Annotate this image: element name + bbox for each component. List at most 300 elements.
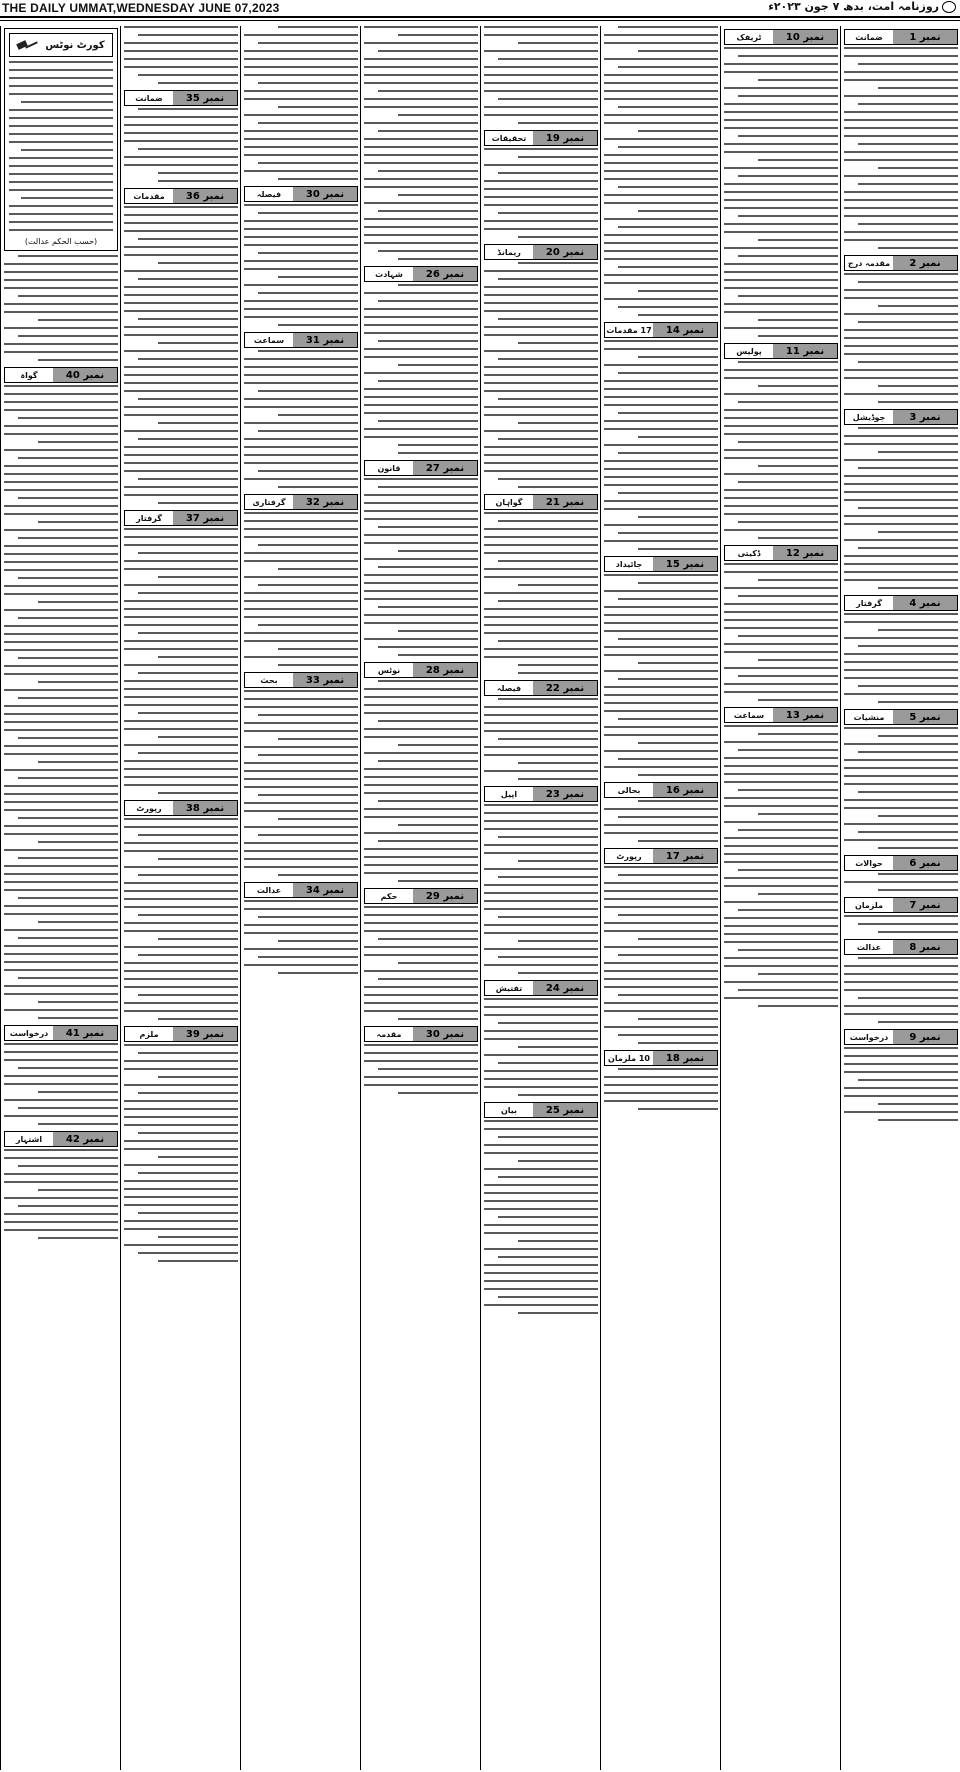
news-item-keyword: رپورٹ xyxy=(125,801,173,815)
text-line xyxy=(484,366,598,368)
text-line xyxy=(244,866,358,868)
text-line xyxy=(364,736,478,738)
text-line xyxy=(498,358,598,360)
news-item-keyword: سماعت xyxy=(725,708,773,722)
text-line xyxy=(724,457,838,459)
text-line xyxy=(878,889,958,891)
text-line xyxy=(844,1055,958,1057)
text-line xyxy=(138,34,238,36)
news-item-keyword: منشیات xyxy=(845,710,893,724)
text-line xyxy=(398,284,478,286)
text-line xyxy=(758,1005,838,1007)
text-line xyxy=(4,425,118,427)
news-item-keyword: قانون xyxy=(365,461,413,475)
text-line xyxy=(604,74,718,76)
text-line xyxy=(364,234,478,236)
text-line xyxy=(758,733,838,735)
text-line xyxy=(604,808,718,810)
text-line xyxy=(124,1148,238,1150)
text-line xyxy=(4,585,118,587)
text-line xyxy=(364,218,478,220)
text-line xyxy=(4,849,118,851)
news-item xyxy=(844,1029,958,1121)
news-item-number: نمبر 35 xyxy=(173,91,237,105)
text-line xyxy=(124,688,238,690)
text-line xyxy=(244,50,358,52)
text-line xyxy=(158,502,238,504)
news-item xyxy=(844,409,958,589)
text-line xyxy=(604,484,718,486)
text-line xyxy=(484,844,598,846)
text-line xyxy=(484,1078,598,1080)
text-line xyxy=(518,262,598,264)
text-line xyxy=(844,499,958,501)
text-line xyxy=(724,877,838,879)
news-item-header xyxy=(124,510,238,526)
text-line xyxy=(604,202,718,204)
news-item xyxy=(364,662,478,882)
text-line xyxy=(18,737,118,739)
text-line xyxy=(758,893,838,895)
text-line xyxy=(9,141,113,143)
news-item-number: نمبر 24 xyxy=(533,981,597,995)
text-line xyxy=(844,231,958,233)
text-line xyxy=(38,921,118,923)
news-item-header xyxy=(484,980,598,996)
text-line xyxy=(244,616,358,618)
text-line xyxy=(244,770,358,772)
news-item xyxy=(844,939,958,1023)
text-line xyxy=(724,587,838,589)
text-line xyxy=(844,571,958,573)
text-line xyxy=(18,817,118,819)
text-line xyxy=(638,356,718,358)
text-line xyxy=(158,262,238,264)
text-line xyxy=(4,809,118,811)
column-7 xyxy=(120,26,241,1770)
text-line xyxy=(398,744,478,746)
text-line xyxy=(878,385,958,387)
text-line xyxy=(158,1156,238,1158)
text-line xyxy=(844,1095,958,1097)
text-line xyxy=(244,446,358,448)
court-notice xyxy=(4,28,118,251)
text-line xyxy=(4,351,118,353)
text-line xyxy=(724,981,838,983)
text-line xyxy=(858,997,958,999)
text-line xyxy=(604,654,718,656)
text-line xyxy=(484,900,598,902)
news-item-number: نمبر 32 xyxy=(293,495,357,509)
text-line xyxy=(158,938,238,940)
text-line xyxy=(498,1176,598,1178)
text-line xyxy=(618,718,718,720)
text-line xyxy=(484,998,598,1000)
news-item-header xyxy=(244,494,358,510)
text-line xyxy=(4,327,118,329)
text-line xyxy=(724,47,838,49)
text-line xyxy=(4,343,118,345)
text-line xyxy=(124,946,238,948)
news-item-header xyxy=(724,545,838,561)
news-item-number: نمبر 12 xyxy=(773,546,837,560)
text-line xyxy=(484,106,598,108)
news-item-keyword: پولیس xyxy=(725,344,773,358)
text-line xyxy=(244,632,358,634)
text-line xyxy=(638,1108,718,1110)
text-line xyxy=(758,239,838,241)
text-line xyxy=(4,1009,118,1011)
news-item-number: نمبر 36 xyxy=(173,189,237,203)
text-line xyxy=(618,532,718,534)
text-line xyxy=(138,834,238,836)
text-line xyxy=(844,563,958,565)
text-line xyxy=(878,735,958,737)
text-line xyxy=(258,212,358,214)
text-line xyxy=(364,752,478,754)
text-line xyxy=(364,1044,478,1046)
text-line xyxy=(4,969,118,971)
news-item-header xyxy=(844,1029,958,1045)
text-line xyxy=(604,978,718,980)
news-item xyxy=(844,29,958,249)
news-item-header xyxy=(844,897,958,913)
news-item xyxy=(4,255,118,361)
text-line xyxy=(258,350,358,352)
text-line xyxy=(258,714,358,716)
text-line xyxy=(844,539,958,541)
text-line xyxy=(724,263,838,265)
text-line xyxy=(4,311,118,313)
news-item-header xyxy=(604,848,718,864)
text-line xyxy=(124,254,238,256)
text-line xyxy=(618,266,718,268)
text-line xyxy=(844,273,958,275)
gavel-icon xyxy=(17,40,39,50)
news-item-header xyxy=(844,595,958,611)
text-line xyxy=(858,923,958,925)
text-line xyxy=(4,1213,118,1215)
text-line xyxy=(484,326,598,328)
news-item-keyword: حکم xyxy=(365,889,413,903)
text-line xyxy=(244,268,358,270)
text-line xyxy=(858,957,958,959)
text-line xyxy=(138,752,238,754)
text-line xyxy=(4,481,118,483)
text-line xyxy=(18,457,118,459)
text-line xyxy=(138,672,238,674)
news-item-number: نمبر 5 xyxy=(893,710,957,724)
text-line xyxy=(138,874,238,876)
text-line xyxy=(124,560,238,562)
text-line xyxy=(244,900,358,902)
text-line xyxy=(18,295,118,297)
text-line xyxy=(124,842,238,844)
text-line xyxy=(258,430,358,432)
text-line xyxy=(738,95,838,97)
news-item-keyword: ضمانت xyxy=(125,91,173,105)
text-line xyxy=(498,478,598,480)
text-line xyxy=(124,124,238,126)
text-line xyxy=(38,521,118,523)
news-item-keyword: 17 مقدمات xyxy=(605,323,653,337)
text-line xyxy=(724,965,838,967)
text-line xyxy=(618,1068,718,1070)
text-line xyxy=(844,1047,958,1049)
text-line xyxy=(158,1018,238,1020)
text-line xyxy=(484,544,598,546)
text-line xyxy=(278,664,358,666)
text-line xyxy=(738,295,838,297)
text-line xyxy=(4,1221,118,1223)
text-line xyxy=(724,627,838,629)
text-line xyxy=(38,1237,118,1239)
text-line xyxy=(4,945,118,947)
text-line xyxy=(484,632,598,634)
text-line xyxy=(484,552,598,554)
text-line xyxy=(378,250,478,252)
text-line xyxy=(484,964,598,966)
text-line xyxy=(604,282,718,284)
text-line xyxy=(604,574,718,576)
text-line xyxy=(724,853,838,855)
text-line xyxy=(844,637,958,639)
text-line xyxy=(724,271,838,273)
text-line xyxy=(124,680,238,682)
text-line xyxy=(724,409,838,411)
text-line xyxy=(518,122,598,124)
text-line xyxy=(604,710,718,712)
text-line xyxy=(484,228,598,230)
text-line xyxy=(398,630,478,632)
text-line xyxy=(124,776,238,778)
text-line xyxy=(604,274,718,276)
text-line xyxy=(364,808,478,810)
text-line xyxy=(18,1107,118,1109)
text-line xyxy=(4,393,118,395)
text-line xyxy=(758,813,838,815)
text-line xyxy=(4,287,118,289)
text-line xyxy=(4,545,118,547)
text-line xyxy=(364,872,478,874)
text-line xyxy=(484,302,598,304)
text-line xyxy=(618,66,718,68)
text-line xyxy=(244,592,358,594)
text-line xyxy=(724,781,838,783)
news-item-header xyxy=(844,255,958,271)
text-line xyxy=(604,428,718,430)
text-line xyxy=(604,194,718,196)
text-line xyxy=(244,810,358,812)
text-line xyxy=(484,1232,598,1234)
text-line xyxy=(124,1180,238,1182)
text-line xyxy=(604,42,718,44)
text-line xyxy=(484,1224,598,1226)
text-line xyxy=(38,841,118,843)
text-line xyxy=(4,769,118,771)
text-line xyxy=(638,130,718,132)
masthead-left: THE DAILY UMMAT,WEDNESDAY JUNE 07,2023 xyxy=(2,1,280,15)
news-item-keyword: عدالت xyxy=(845,940,893,954)
text-line xyxy=(364,226,478,228)
text-line xyxy=(244,454,358,456)
text-line xyxy=(364,494,478,496)
text-line xyxy=(724,725,838,727)
text-line xyxy=(9,213,113,215)
text-line xyxy=(498,698,598,700)
text-line xyxy=(378,646,478,648)
text-line xyxy=(498,58,598,60)
news-item-number: نمبر 19 xyxy=(533,131,597,145)
text-line xyxy=(484,730,598,732)
text-line xyxy=(844,215,958,217)
text-line xyxy=(724,797,838,799)
text-line xyxy=(498,600,598,602)
text-line xyxy=(124,720,238,722)
text-line xyxy=(124,1116,238,1118)
text-line xyxy=(124,50,238,52)
text-line xyxy=(4,985,118,987)
news-item-keyword: رپورٹ xyxy=(605,849,653,863)
text-line xyxy=(844,127,958,129)
text-line xyxy=(738,789,838,791)
text-line xyxy=(244,722,358,724)
text-line xyxy=(604,922,718,924)
text-line xyxy=(484,804,598,806)
news-item-header xyxy=(364,662,478,678)
text-line xyxy=(604,1100,718,1102)
news-item-header xyxy=(244,186,358,202)
news-item xyxy=(364,26,478,260)
text-line xyxy=(724,489,838,491)
text-line xyxy=(18,497,118,499)
news-item xyxy=(484,980,598,1096)
news-item-header xyxy=(124,90,238,106)
text-line xyxy=(364,712,478,714)
text-line xyxy=(244,260,358,262)
text-line xyxy=(484,286,598,288)
text-line xyxy=(378,760,478,762)
text-line xyxy=(604,702,718,704)
text-line xyxy=(604,898,718,900)
text-line xyxy=(378,1068,478,1070)
text-line xyxy=(844,839,958,841)
text-line xyxy=(244,170,358,172)
text-line xyxy=(484,294,598,296)
text-line xyxy=(604,420,718,422)
text-line xyxy=(518,42,598,44)
text-line xyxy=(484,1038,598,1040)
text-line xyxy=(4,1115,118,1117)
news-item-keyword: فیصلہ xyxy=(485,681,533,695)
text-line xyxy=(618,816,718,818)
text-line xyxy=(484,932,598,934)
text-line xyxy=(158,656,238,658)
text-line xyxy=(844,111,958,113)
news-item-header xyxy=(364,888,478,904)
text-line xyxy=(518,672,598,674)
text-line xyxy=(18,617,118,619)
news-item xyxy=(124,188,238,504)
text-line xyxy=(738,869,838,871)
text-line xyxy=(484,1152,598,1154)
text-line xyxy=(738,215,838,217)
text-line xyxy=(738,361,838,363)
text-line xyxy=(38,601,118,603)
text-line xyxy=(484,1120,598,1122)
text-line xyxy=(844,297,958,299)
text-line xyxy=(378,800,478,802)
text-line xyxy=(484,374,598,376)
text-line xyxy=(124,728,238,730)
text-line xyxy=(878,1103,958,1105)
text-line xyxy=(638,1018,718,1020)
text-line xyxy=(498,876,598,878)
text-line xyxy=(4,689,118,691)
text-line xyxy=(124,760,238,762)
text-line xyxy=(364,154,478,156)
text-line xyxy=(484,1070,598,1072)
text-line xyxy=(124,26,238,28)
text-line xyxy=(618,412,718,414)
text-line xyxy=(258,544,358,546)
text-line xyxy=(124,962,238,964)
text-line xyxy=(398,444,478,446)
text-line xyxy=(604,614,718,616)
text-line xyxy=(4,271,118,273)
text-line xyxy=(498,318,598,320)
text-line xyxy=(278,568,358,570)
masthead-rule xyxy=(0,20,960,21)
text-line xyxy=(484,1304,598,1306)
text-line xyxy=(124,922,238,924)
news-item-number: نمبر 41 xyxy=(53,1026,117,1040)
text-line xyxy=(858,751,958,753)
text-line xyxy=(724,505,838,507)
text-line xyxy=(244,640,358,642)
text-line xyxy=(844,191,958,193)
text-line xyxy=(364,574,478,576)
text-line xyxy=(724,199,838,201)
text-line xyxy=(138,108,238,110)
news-item xyxy=(484,26,598,124)
news-item-number: نمبر 1 xyxy=(893,30,957,44)
text-line xyxy=(858,103,958,105)
text-line xyxy=(244,576,358,578)
text-line xyxy=(484,714,598,716)
text-line xyxy=(724,837,838,839)
news-item xyxy=(844,709,958,849)
news-item-header xyxy=(844,939,958,955)
masthead xyxy=(0,0,960,18)
news-item-number: نمبر 2 xyxy=(893,256,957,270)
text-line xyxy=(518,860,598,862)
news-item-keyword: بحالی xyxy=(605,783,653,797)
text-line xyxy=(364,1052,478,1054)
text-line xyxy=(858,321,958,323)
news-item xyxy=(484,680,598,780)
text-line xyxy=(138,238,238,240)
text-line xyxy=(724,127,838,129)
text-line xyxy=(498,640,598,642)
text-line xyxy=(738,635,838,637)
text-line xyxy=(604,364,718,366)
text-line xyxy=(124,214,238,216)
text-line xyxy=(618,954,718,956)
text-line xyxy=(604,218,718,220)
news-item-header xyxy=(484,130,598,146)
text-line xyxy=(724,643,838,645)
